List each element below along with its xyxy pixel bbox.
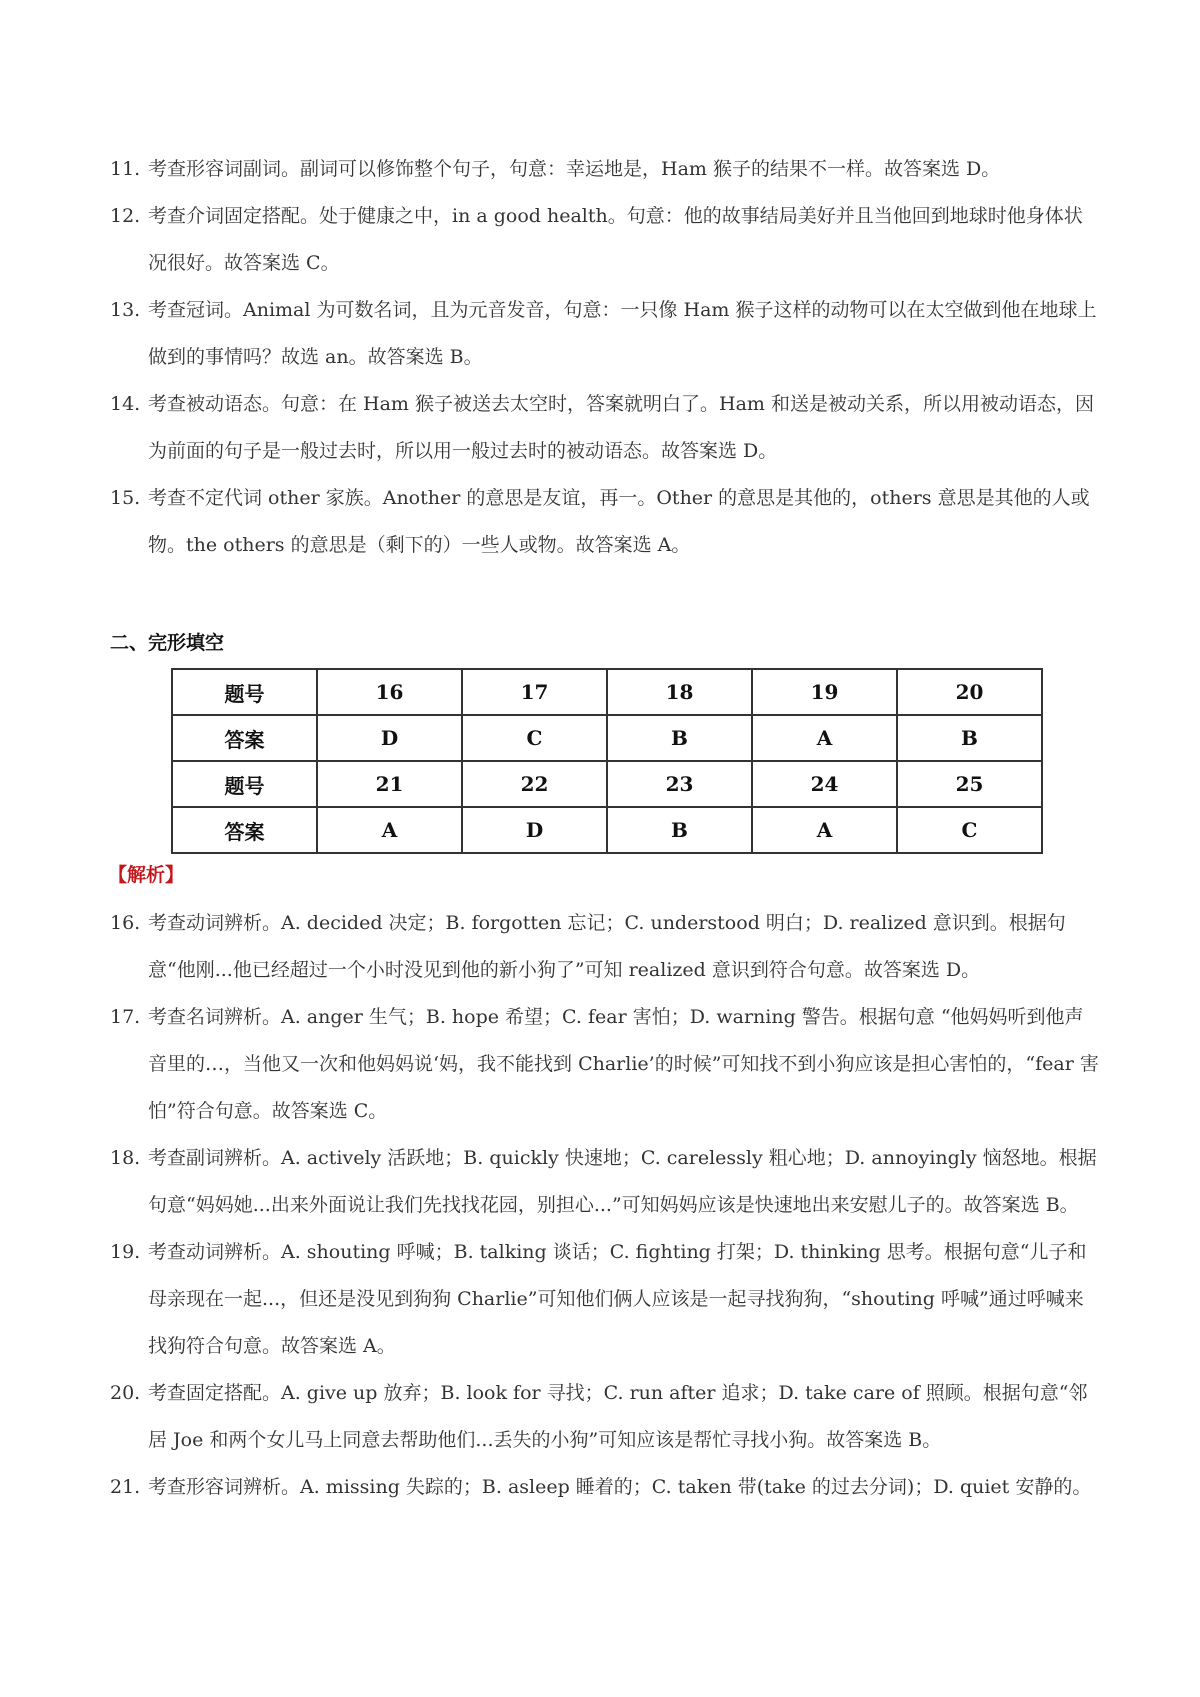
table-cell: A bbox=[752, 807, 897, 853]
table-cell: 16 bbox=[317, 669, 462, 715]
part2-explanations bbox=[0, 900, 1200, 1511]
table-cell: 20 bbox=[897, 669, 1042, 715]
item-number: 21. bbox=[110, 1476, 141, 1498]
item-text: 考查形容词辨析。A. missing 失踪的；B. asleep 睡着的；C. taken 带(take 的过去分词)；D. quiet 安静的。 bbox=[148, 1476, 1092, 1498]
table-cell: 23 bbox=[607, 761, 752, 807]
analysis-label: 【解析】 bbox=[108, 864, 185, 886]
item-text: 考查动词辨析。A. shouting 呼喊；B. talking 谈话；C. fighting 打架；D. thinking 思考。根据句意“儿子和母亲现在一起...，但还是没见到狗狗 Charlie”可知他们俩人应该是一起寻找狗狗，“shouting 呼喊”通过呼喊来找狗符合句意。故答案选 A。 bbox=[148, 1241, 1087, 1357]
item-text: 考查副词辨析。A. actively 活跃地；B. quickly 快速地；C. carelessly 粗心地；D. annoyingly 恼怒地。根据句意“妈妈她...出来外面说让我们先找找花园，别担心...”可知妈妈应该是快速地出来安慰儿子的。故答案选 B。 bbox=[148, 1147, 1097, 1216]
item-number: 12. bbox=[110, 205, 141, 227]
list-item bbox=[0, 381, 1200, 475]
item-number: 19. bbox=[110, 1241, 141, 1263]
list-item bbox=[0, 1370, 1200, 1464]
item-number: 20. bbox=[110, 1382, 141, 1404]
table-cell: 17 bbox=[462, 669, 607, 715]
table-cell: 18 bbox=[607, 669, 752, 715]
list-item bbox=[0, 475, 1200, 569]
list-item bbox=[0, 994, 1200, 1135]
list-item bbox=[0, 193, 1200, 287]
table-header-cell: 答案 bbox=[172, 807, 317, 853]
item-text: 考查形容词副词。副词可以修饰整个句子，句意：幸运地是，Ham 猴子的结果不一样。故答案选 D。 bbox=[148, 158, 1001, 180]
table-header-cell: 题号 bbox=[172, 761, 317, 807]
table-cell: 19 bbox=[752, 669, 897, 715]
table-row bbox=[172, 761, 1042, 807]
item-text: 考查冠词。Animal 为可数名词，且为元音发音，句意：一只像 Ham 猴子这样的动物可以在太空做到他在地球上做到的事情吗？故选 an。故答案选 B。 bbox=[148, 299, 1097, 368]
item-number: 14. bbox=[110, 393, 141, 415]
item-text: 考查固定搭配。A. give up 放弃；B. look for 寻找；C. run after 追求；D. take care of 照顾。根据句意“邻居 Joe 和两个女儿马上同意去帮助他们...丢失的小狗”可知应该是帮忙寻找小狗。故答案选 B。 bbox=[148, 1382, 1088, 1451]
item-text: 考查介词固定搭配。处于健康之中，in a good health。句意：他的故事结局美好并且当他回到地球时他身体状况很好。故答案选 C。 bbox=[148, 205, 1083, 274]
table-cell: C bbox=[462, 715, 607, 761]
table-cell: A bbox=[752, 715, 897, 761]
table-header-cell: 题号 bbox=[172, 669, 317, 715]
item-number: 16. bbox=[110, 912, 141, 934]
section-title: 二、完形填空 bbox=[110, 632, 225, 654]
table-cell: C bbox=[897, 807, 1042, 853]
table-cell: B bbox=[897, 715, 1042, 761]
answer-table bbox=[171, 668, 1043, 854]
list-item bbox=[0, 900, 1200, 994]
table-cell: B bbox=[607, 715, 752, 761]
table-header-cell: 答案 bbox=[172, 715, 317, 761]
table-cell: B bbox=[607, 807, 752, 853]
item-text: 考查名词辨析。A. anger 生气；B. hope 希望；C. fear 害怕；D. warning 警告。根据句意 “他妈妈听到他声音里的…，当他又一次和他妈妈说‘妈，我不能找到 Charlie’的时候”可知找不到小狗应该是担心害怕的，“fear 害怕”符合句意。故答案选 C。 bbox=[148, 1006, 1099, 1122]
item-text: 考查被动语态。句意：在 Ham 猴子被送去太空时，答案就明白了。Ham 和送是被动关系，所以用被动语态，因为前面的句子是一般过去时，所以用一般过去时的被动语态。故答案选 D。 bbox=[148, 393, 1094, 462]
table-cell: D bbox=[462, 807, 607, 853]
item-text: 考查动词辨析。A. decided 决定；B. forgotten 忘记；C. understood 明白；D. realized 意识到。根据句意“他刚...他已经超过一个小时没见到他的新小狗了”可知 realized 意识到符合句意。故答案选 D。 bbox=[148, 912, 1066, 981]
list-item bbox=[0, 1464, 1200, 1511]
item-text: 考查不定代词 other 家族。Another 的意思是友谊，再一。Other 的意思是其他的，others 意思是其他的人或物。the others 的意思是（剩下的）一些人或物。故答案选 A。 bbox=[148, 487, 1090, 556]
list-item bbox=[0, 1135, 1200, 1229]
list-item bbox=[0, 1229, 1200, 1370]
table-cell: 21 bbox=[317, 761, 462, 807]
table-row bbox=[172, 807, 1042, 853]
table-row bbox=[172, 669, 1042, 715]
item-number: 17. bbox=[110, 1006, 141, 1028]
table-row bbox=[172, 715, 1042, 761]
table-cell: A bbox=[317, 807, 462, 853]
item-number: 11. bbox=[110, 158, 141, 180]
table-cell: 25 bbox=[897, 761, 1042, 807]
table-cell: 24 bbox=[752, 761, 897, 807]
list-item bbox=[0, 146, 1200, 193]
item-number: 18. bbox=[110, 1147, 141, 1169]
item-number: 15. bbox=[110, 487, 141, 509]
table-cell: 22 bbox=[462, 761, 607, 807]
table-cell: D bbox=[317, 715, 462, 761]
list-item bbox=[0, 287, 1200, 381]
part1-explanations bbox=[0, 146, 1200, 569]
item-number: 13. bbox=[110, 299, 141, 321]
